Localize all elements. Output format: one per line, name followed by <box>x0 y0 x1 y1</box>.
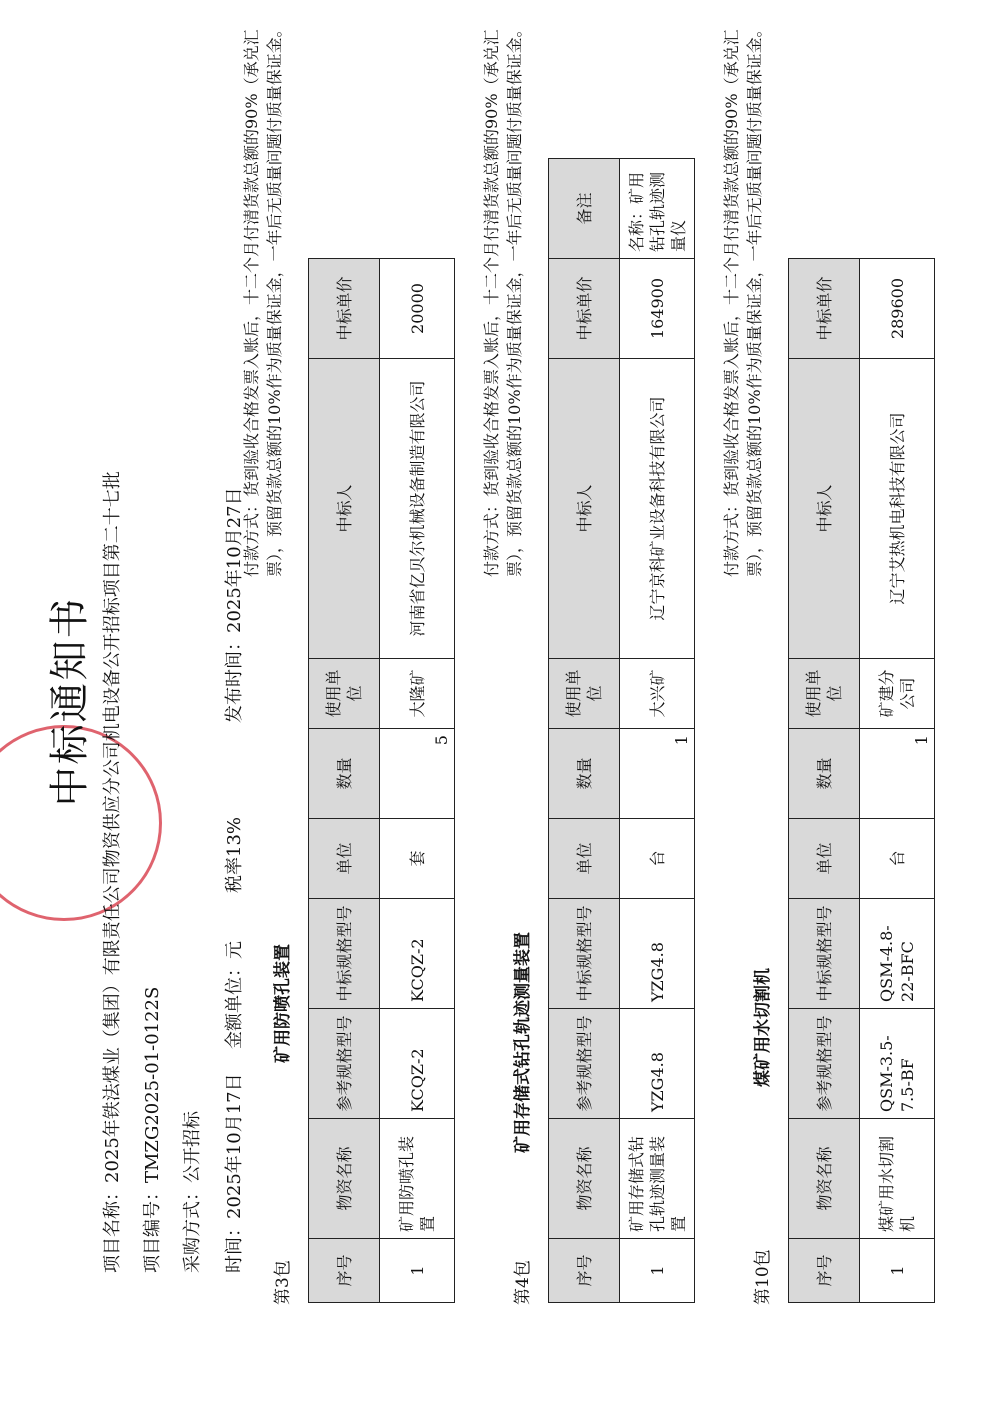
package-table <box>548 158 695 1303</box>
cell-bid-model: YZG4.8 <box>620 899 695 1009</box>
header-qty: 数量 <box>549 729 620 819</box>
project-no-line <box>138 987 164 1273</box>
table-header-row <box>309 259 380 1303</box>
cell-unit: 台 <box>620 819 695 899</box>
cell-user: 大隆矿 <box>380 659 455 729</box>
project-name-line <box>98 471 124 1273</box>
header-bid-model: 中标规格型号 <box>789 899 860 1009</box>
cell-name: 煤矿用水切割机 <box>860 1119 935 1239</box>
cell-unit: 套 <box>380 819 455 899</box>
cell-unit: 台 <box>860 819 935 899</box>
table-header-row <box>789 259 860 1303</box>
time-value: 2025年10月17日 <box>224 1073 245 1219</box>
cell-qty: 5 <box>380 729 455 819</box>
package-table <box>308 258 455 1303</box>
document-title: 中标通知书 <box>47 596 93 807</box>
cell-remark: 名称：矿用钻孔轨迹测量仪 <box>620 159 695 259</box>
cell-price: 20000 <box>380 259 455 359</box>
header-unit: 单位 <box>309 819 380 899</box>
header-name: 物资名称 <box>789 1119 860 1239</box>
header-ref-model: 参考规格型号 <box>309 1009 380 1119</box>
cell-ref-model: QSM-3.5-7.5-BF <box>860 1009 935 1119</box>
project-name: 2025年铁法煤业（集团）有限责任公司物资供应分公司机电设备公开招标项目第二十七批 <box>102 471 123 1183</box>
header-qty: 数量 <box>309 729 380 819</box>
header-name: 物资名称 <box>549 1119 620 1239</box>
header-no: 序号 <box>789 1239 860 1303</box>
procurement-line <box>178 1111 204 1273</box>
amount-unit: 元 <box>224 941 245 959</box>
header-price: 中标单价 <box>309 259 380 359</box>
payment-terms: 付款方式：货到验收合格发票入账后，十二个月付清货款总额的90%（承兑汇票），预留货款总额的10%作为质量保证金，一年后无质量问题付质量保证金。 <box>482 21 524 577</box>
publish-label: 发布时间： <box>224 633 245 723</box>
package-table <box>788 258 935 1303</box>
project-name-label: 项目名称： <box>102 1183 123 1273</box>
cell-price: 164900 <box>620 259 695 359</box>
cell-qty: 1 <box>620 729 695 819</box>
project-no-label: 项目编号： <box>142 1183 163 1273</box>
package-label: 第4包 <box>513 1260 533 1305</box>
tax-rate: 税率13% <box>224 816 245 893</box>
cell-no: 1 <box>860 1239 935 1303</box>
cell-no: 1 <box>380 1239 455 1303</box>
payment-terms: 付款方式：货到验收合格发票入账后，十二个月付清货款总额的90%（承兑汇票），预留货款总额的10%作为质量保证金，一年后无质量问题付质量保证金。 <box>242 21 284 577</box>
header-user: 使用单位 <box>789 659 860 729</box>
cell-winner: 河南省亿贝尔机械设备制造有限公司 <box>380 359 455 659</box>
table-header-row <box>549 159 620 1303</box>
table-row <box>860 259 935 1303</box>
header-name: 物资名称 <box>309 1119 380 1239</box>
header-qty: 数量 <box>789 729 860 819</box>
header-bid-model: 中标规格型号 <box>549 899 620 1009</box>
cell-bid-model: KCQZ-2 <box>380 899 455 1009</box>
cell-ref-model: YZG4.8 <box>620 1009 695 1119</box>
cell-no: 1 <box>620 1239 695 1303</box>
table-row <box>380 259 455 1303</box>
header-winner: 中标人 <box>309 359 380 659</box>
project-no: TMZG2025-01-0122S <box>142 986 163 1183</box>
package-name: 矿用防喷孔装置 <box>273 944 293 1063</box>
header-no: 序号 <box>309 1239 380 1303</box>
header-user: 使用单位 <box>309 659 380 729</box>
cell-qty: 1 <box>860 729 935 819</box>
package-name: 煤矿用水切割机 <box>753 968 773 1087</box>
header-price: 中标单价 <box>549 259 620 359</box>
header-user: 使用单位 <box>549 659 620 729</box>
header-unit: 单位 <box>549 819 620 899</box>
header-ref-model: 参考规格型号 <box>789 1009 860 1119</box>
publish-time: 2025年10月27日 <box>224 487 245 633</box>
header-winner: 中标人 <box>549 359 620 659</box>
cell-winner: 辽宁艾热机电科技有限公司 <box>860 359 935 659</box>
amount-unit-line <box>220 941 246 1049</box>
cell-user: 大兴矿 <box>620 659 695 729</box>
payment-terms: 付款方式：货到验收合格发票入账后，十二个月付清货款总额的90%（承兑汇票），预留货款总额的10%作为质量保证金，一年后无质量问题付质量保证金。 <box>722 21 764 577</box>
header-price: 中标单价 <box>789 259 860 359</box>
cell-winner: 辽宁京科矿业设备科技有限公司 <box>620 359 695 659</box>
time-line <box>220 1073 246 1273</box>
header-remark: 备注 <box>549 159 620 259</box>
header-unit: 单位 <box>789 819 860 899</box>
package-label: 第10包 <box>753 1249 773 1305</box>
cell-price: 289600 <box>860 259 935 359</box>
cell-bid-model: QSM-4.8-22-BFC <box>860 899 935 1009</box>
procurement-label: 采购方式： <box>182 1183 203 1273</box>
header-ref-model: 参考规格型号 <box>549 1009 620 1119</box>
header-winner: 中标人 <box>789 359 860 659</box>
header-bid-model: 中标规格型号 <box>309 899 380 1009</box>
cell-name: 矿用存储式钻孔轨迹测量装置 <box>620 1119 695 1239</box>
cell-name: 矿用防喷孔装置 <box>380 1119 455 1239</box>
time-label: 时间： <box>224 1219 245 1273</box>
cell-ref-model: KCQZ-2 <box>380 1009 455 1119</box>
package-label: 第3包 <box>273 1260 293 1305</box>
amount-unit-label: 金额单位： <box>224 959 245 1049</box>
header-no: 序号 <box>549 1239 620 1303</box>
procurement-method: 公开招标 <box>182 1111 203 1183</box>
cell-user: 矿建分公司 <box>860 659 935 729</box>
package-name: 矿用存储式钻孔轨迹测量装置 <box>513 932 533 1153</box>
table-row <box>620 159 695 1303</box>
